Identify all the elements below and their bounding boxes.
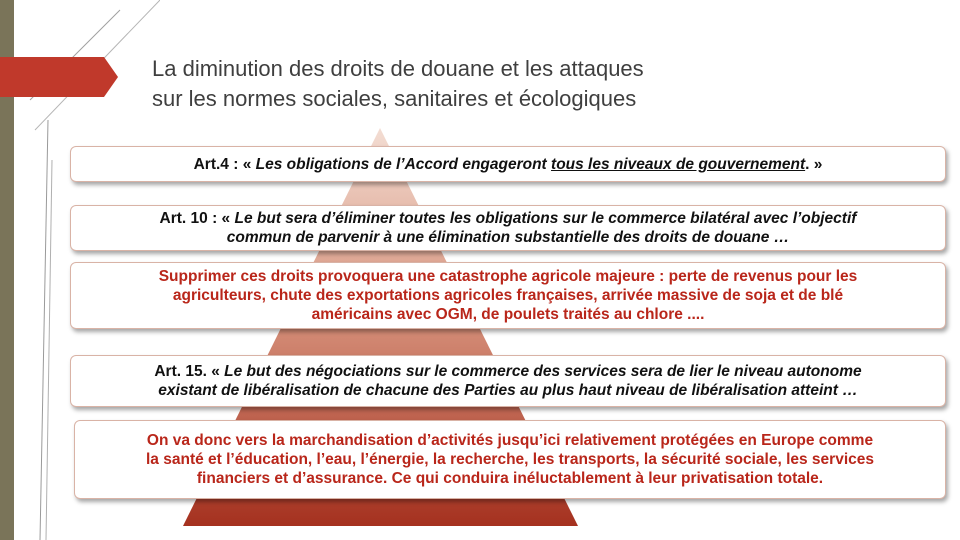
article-4-prefix: Art.4 : « <box>193 155 256 173</box>
agriculture-line-1: Supprimer ces droits provoquera une catastrophe agricole majeure : perte de revenus pour les <box>158 268 858 285</box>
slide-title-line-2: sur les normes sociales, sanitaires et écologiques <box>152 86 637 111</box>
article-4-quote: Les obligations de l’Accord engageront <box>255 155 552 173</box>
agriculture-line-2: agriculteurs, chute des exportations agricoles françaises, arrivée massive de soja et de blé <box>172 287 844 304</box>
article-10-box <box>70 205 946 251</box>
article-4-suffix: . » <box>805 155 823 173</box>
article-15-quote-line-2: existant de libéralisation de chacune des Parties au plus haut niveau de libéralisation atteint … <box>158 382 858 399</box>
article-15-quote-line-1: Le but des négociations sur le commerce des services sera de lier le niveau autonome <box>224 363 862 380</box>
article-4-underlined: tous les niveaux de gouvernement <box>551 155 806 173</box>
article-15-box <box>70 355 946 407</box>
article-10-quote-line-1: Le but sera d’éliminer toutes les obligations sur le commerce bilatéral avec l’objectif <box>234 210 857 227</box>
slide-title-line-1: La diminution des droits de douane et les attaques <box>152 56 644 81</box>
article-15-prefix: Art. 15. « <box>154 363 225 380</box>
services-line-3: financiers et d’assurance. Ce qui conduira inéluctablement à leur privatisation totale. <box>196 470 824 487</box>
article-10-prefix: Art. 10 : « <box>159 210 235 227</box>
article-10-quote-line-2: commun de parvenir à une élimination substantielle des droits de douane … <box>226 229 790 246</box>
services-consequence-box <box>74 420 946 499</box>
services-line-1: On va donc vers la marchandisation d’activités jusqu’ici relativement protégées en Europe comme <box>146 432 874 449</box>
agriculture-consequence-box <box>70 262 946 329</box>
agriculture-line-3: américains avec OGM, de poulets traités au chlore .... <box>311 306 705 323</box>
article-4-box <box>70 146 946 182</box>
services-line-2: la santé et l’éducation, l’eau, l’énergie, la recherche, les transports, la sécurité sociale, les services <box>146 451 874 468</box>
